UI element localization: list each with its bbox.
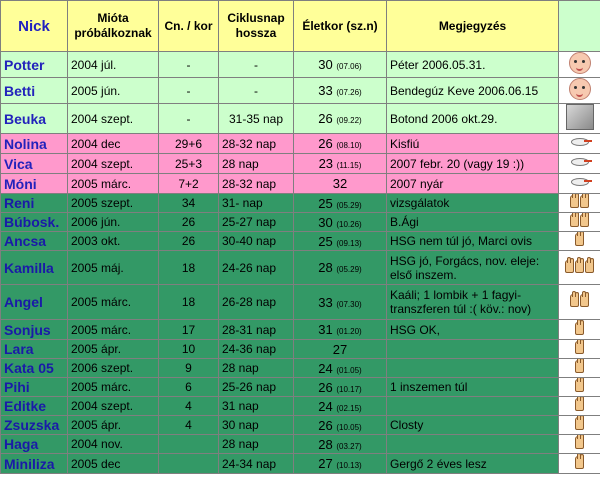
birthday-value: (11.15) (336, 161, 362, 170)
crossed-fingers-icon (575, 436, 584, 449)
birthday-value: (07.06) (336, 62, 362, 71)
cell-cycle-length: - (219, 78, 294, 104)
header-since: Mióta próbálkoznak (68, 1, 159, 52)
cell-icon (559, 104, 600, 134)
baby-icon (569, 52, 591, 74)
cell-icon (559, 378, 600, 397)
cell-nick: Móni (1, 174, 68, 194)
table-row (1, 378, 600, 397)
stork-icon (569, 134, 591, 150)
crossed-fingers-icon (575, 322, 584, 335)
cell-age (294, 378, 387, 397)
cell-age (294, 251, 387, 285)
cell-icon (559, 213, 600, 232)
age-value: 26 (318, 111, 333, 126)
cell-age (294, 134, 387, 154)
cell-icon (559, 454, 600, 474)
cell-since: 2004 júl. (68, 52, 159, 78)
crossed-fingers-icon (575, 379, 584, 392)
cell-nick: Angel (1, 285, 68, 320)
cell-cycle-age: 26 (159, 232, 219, 251)
cell-cycle-length: 28 nap (219, 359, 294, 378)
table-row (1, 285, 600, 320)
age-value: 27 (318, 456, 333, 471)
cell-cycle-age: 26 (159, 213, 219, 232)
crossed-fingers-icon (575, 456, 584, 469)
cell-cycle-length: 30-40 nap (219, 232, 294, 251)
cell-cycle-age (159, 435, 219, 454)
cell-age (294, 78, 387, 104)
header-icon (559, 1, 600, 52)
cell-cycle-length: - (219, 52, 294, 78)
cell-note: 2007 nyár (387, 174, 559, 194)
table-row (1, 397, 600, 416)
baby-photo-icon (566, 104, 594, 130)
cell-since: 2005 jún. (68, 78, 159, 104)
header-note: Megjegyzés (387, 1, 559, 52)
cell-cycle-age: 10 (159, 340, 219, 359)
table-row (1, 454, 600, 474)
cell-age (294, 174, 387, 194)
birthday-value: (09.13) (336, 238, 362, 248)
table-row (1, 52, 600, 78)
cell-age (294, 213, 387, 232)
birthday-value: (10.13) (336, 461, 362, 470)
cell-cycle-length: 28-31 nap (219, 320, 294, 340)
table-row (1, 174, 600, 194)
cell-icon (559, 251, 600, 285)
cell-since: 2005 márc. (68, 320, 159, 340)
cell-icon (559, 320, 600, 340)
cell-icon (559, 232, 600, 251)
age-value: 26 (318, 136, 333, 151)
age-value: 30 (318, 57, 333, 72)
cell-age (294, 454, 387, 474)
cell-since: 2004 dec (68, 134, 159, 154)
cell-cycle-age: - (159, 78, 219, 104)
cell-icon (559, 52, 600, 78)
birthday-value: (07.30) (336, 299, 362, 309)
cell-icon (559, 154, 600, 174)
cell-age (294, 104, 387, 134)
crossed-fingers-icon (575, 360, 584, 373)
cell-cycle-length: 28-32 nap (219, 174, 294, 194)
crossed-fingers-icon (575, 398, 584, 411)
table-row (1, 232, 600, 251)
cell-cycle-length: 25-27 nap (219, 213, 294, 232)
birthday-value: (10.05) (336, 422, 362, 432)
cell-cycle-age: 18 (159, 251, 219, 285)
age-value: 26 (318, 379, 333, 395)
cell-age (294, 359, 387, 378)
age-value: 33 (318, 294, 333, 310)
cell-cycle-age: - (159, 104, 219, 134)
cell-since: 2006 jún. (68, 213, 159, 232)
cell-nick: Reni (1, 194, 68, 213)
age-value: 24 (318, 398, 333, 414)
cell-note: Kaáli; 1 lombik + 1 fagyi- transzferen túl :( köv.: nov) (387, 285, 559, 320)
cell-age (294, 340, 387, 359)
birthday-value: (03.27) (336, 441, 362, 451)
age-value: 32 (332, 176, 348, 191)
cell-note (387, 435, 559, 454)
cell-cycle-age: 7+2 (159, 174, 219, 194)
cell-note (387, 359, 559, 378)
cell-icon (559, 134, 600, 154)
cell-note: Botond 2006 okt.29. (387, 104, 559, 134)
cell-icon (559, 194, 600, 213)
cell-age (294, 232, 387, 251)
crossed-fingers-icon (575, 417, 584, 430)
cell-note: HSG OK, (387, 320, 559, 340)
cell-cycle-age: 34 (159, 194, 219, 213)
table-row (1, 359, 600, 378)
birthday-value: (10.26) (336, 219, 362, 229)
age-value: 25 (318, 233, 333, 249)
cell-cycle-length: 31-35 nap (219, 104, 294, 134)
age-value: 25 (318, 195, 333, 211)
cell-age (294, 416, 387, 435)
table-row (1, 340, 600, 359)
cell-icon (559, 340, 600, 359)
age-value: 24 (318, 360, 333, 376)
table-row (1, 251, 600, 285)
birthday-value: (10.17) (336, 384, 362, 394)
age-value: 26 (318, 417, 333, 433)
header-age: Életkor (sz.n) (294, 1, 387, 52)
cell-note: Bendegúz Keve 2006.06.15 (387, 78, 559, 104)
cell-cycle-length: 26-28 nap (219, 285, 294, 320)
cell-cycle-age: - (159, 52, 219, 78)
cell-nick: Kamilla (1, 251, 68, 285)
age-value: 33 (318, 83, 333, 98)
age-value: 27 (332, 341, 348, 357)
header-cycle-length: Ciklusnap hossza (219, 1, 294, 52)
cell-age (294, 397, 387, 416)
cell-since: 2004 szept. (68, 397, 159, 416)
cell-icon (559, 416, 600, 435)
cell-nick: Miniliza (1, 454, 68, 474)
table-row (1, 213, 600, 232)
cell-nick: Vica (1, 154, 68, 174)
cell-note (387, 397, 559, 416)
cell-age (294, 320, 387, 340)
table-row (1, 134, 600, 154)
cell-age (294, 285, 387, 320)
cell-nick: Editke (1, 397, 68, 416)
cell-cycle-length: 28-32 nap (219, 134, 294, 154)
cell-icon (559, 435, 600, 454)
cell-note: Péter 2006.05.31. (387, 52, 559, 78)
table-row (1, 154, 600, 174)
cell-icon (559, 174, 600, 194)
header-nick: Nick (1, 1, 68, 52)
birthday-value: (08.10) (336, 141, 362, 150)
cell-note: Gergő 2 éves lesz (387, 454, 559, 474)
age-value: 28 (318, 260, 333, 275)
cell-cycle-age: 4 (159, 416, 219, 435)
crossed-fingers-icon (565, 260, 594, 273)
cell-cycle-age: 17 (159, 320, 219, 340)
cell-nick: Sonjus (1, 320, 68, 340)
cell-note: HSG nem túl jó, Marci ovis (387, 232, 559, 251)
crossed-fingers-icon (570, 195, 589, 208)
cell-cycle-length: 24-26 nap (219, 251, 294, 285)
cell-cycle-age: 25+3 (159, 154, 219, 174)
cell-cycle-age (159, 454, 219, 474)
cell-note: Kisfiú (387, 134, 559, 154)
cell-since: 2005 ápr. (68, 416, 159, 435)
crossed-fingers-icon (570, 214, 589, 227)
cell-since: 2005 márc. (68, 174, 159, 194)
cell-note (387, 340, 559, 359)
cell-icon (559, 397, 600, 416)
cell-note: 1 inszemen túl (387, 378, 559, 397)
cell-cycle-length: 28 nap (219, 435, 294, 454)
cell-age (294, 435, 387, 454)
cell-since: 2005 ápr. (68, 340, 159, 359)
cell-nick: Potter (1, 52, 68, 78)
cell-since: 2005 máj. (68, 251, 159, 285)
cell-cycle-age: 18 (159, 285, 219, 320)
stork-icon (569, 174, 591, 190)
cell-note: 2007 febr. 20 (vagy 19 :)) (387, 154, 559, 174)
table-row (1, 320, 600, 340)
cell-cycle-length: 31 nap (219, 397, 294, 416)
cell-since: 2004 szept. (68, 154, 159, 174)
cell-since: 2006 szept. (68, 359, 159, 378)
crossed-fingers-icon (575, 233, 584, 246)
birthday-value: (05.29) (336, 265, 362, 274)
cell-since: 2005 szept. (68, 194, 159, 213)
header-cycle-age: Cn. / kor (159, 1, 219, 52)
cell-cycle-length: 28 nap (219, 154, 294, 174)
cell-cycle-age: 6 (159, 378, 219, 397)
birthday-value: (05.29) (336, 200, 362, 210)
cell-since: 2005 márc. (68, 378, 159, 397)
cell-nick: Pihi (1, 378, 68, 397)
table-row (1, 104, 600, 134)
cell-nick: Kata 05 (1, 359, 68, 378)
cell-note: HSG jó, Forgács, nov. eleje: első inszem. (387, 251, 559, 285)
cell-since: 2004 szept. (68, 104, 159, 134)
cell-icon (559, 78, 600, 104)
cell-nick: Ancsa (1, 232, 68, 251)
cell-nick: Zsuzska (1, 416, 68, 435)
crossed-fingers-icon (575, 341, 584, 354)
age-value: 28 (318, 436, 333, 452)
cell-cycle-age: 4 (159, 397, 219, 416)
birthday-value: (07.26) (336, 88, 362, 97)
table-row (1, 78, 600, 104)
birthday-value: (01.05) (336, 365, 362, 375)
cell-age (294, 52, 387, 78)
birthday-value: (02.15) (336, 403, 362, 413)
cell-cycle-length: 24-36 nap (219, 340, 294, 359)
cell-nick: Beuka (1, 104, 68, 134)
cell-note: Closty (387, 416, 559, 435)
cell-since: 2003 okt. (68, 232, 159, 251)
cell-since: 2005 dec (68, 454, 159, 474)
cell-nick: Betti (1, 78, 68, 104)
cell-cycle-age: 9 (159, 359, 219, 378)
cell-since: 2004 nov. (68, 435, 159, 454)
cell-nick: Búbosk. (1, 213, 68, 232)
cell-cycle-length: 25-26 nap (219, 378, 294, 397)
cell-nick: Haga (1, 435, 68, 454)
table-row (1, 416, 600, 435)
age-value: 31 (318, 322, 333, 337)
cell-cycle-length: 24-34 nap (219, 454, 294, 474)
birthday-value: (09.22) (336, 116, 362, 125)
age-value: 30 (318, 214, 333, 230)
cell-nick: Lara (1, 340, 68, 359)
table-row (1, 194, 600, 213)
cell-age (294, 154, 387, 174)
cell-icon (559, 285, 600, 320)
header-row (1, 1, 600, 52)
crossed-fingers-icon (570, 294, 589, 307)
age-value: 23 (318, 156, 334, 171)
cell-cycle-length: 30 nap (219, 416, 294, 435)
cell-note: B.Ági (387, 213, 559, 232)
cell-cycle-length: 31- nap (219, 194, 294, 213)
birthday-value: (01.20) (336, 327, 362, 336)
cell-nick: Nolina (1, 134, 68, 154)
cell-cycle-age: 29+6 (159, 134, 219, 154)
cell-since: 2005 márc. (68, 285, 159, 320)
baby-icon (569, 78, 591, 100)
cell-age (294, 194, 387, 213)
cell-icon (559, 359, 600, 378)
table-row (1, 435, 600, 454)
cell-note: vizsgálatok (387, 194, 559, 213)
stork-icon (569, 154, 591, 170)
